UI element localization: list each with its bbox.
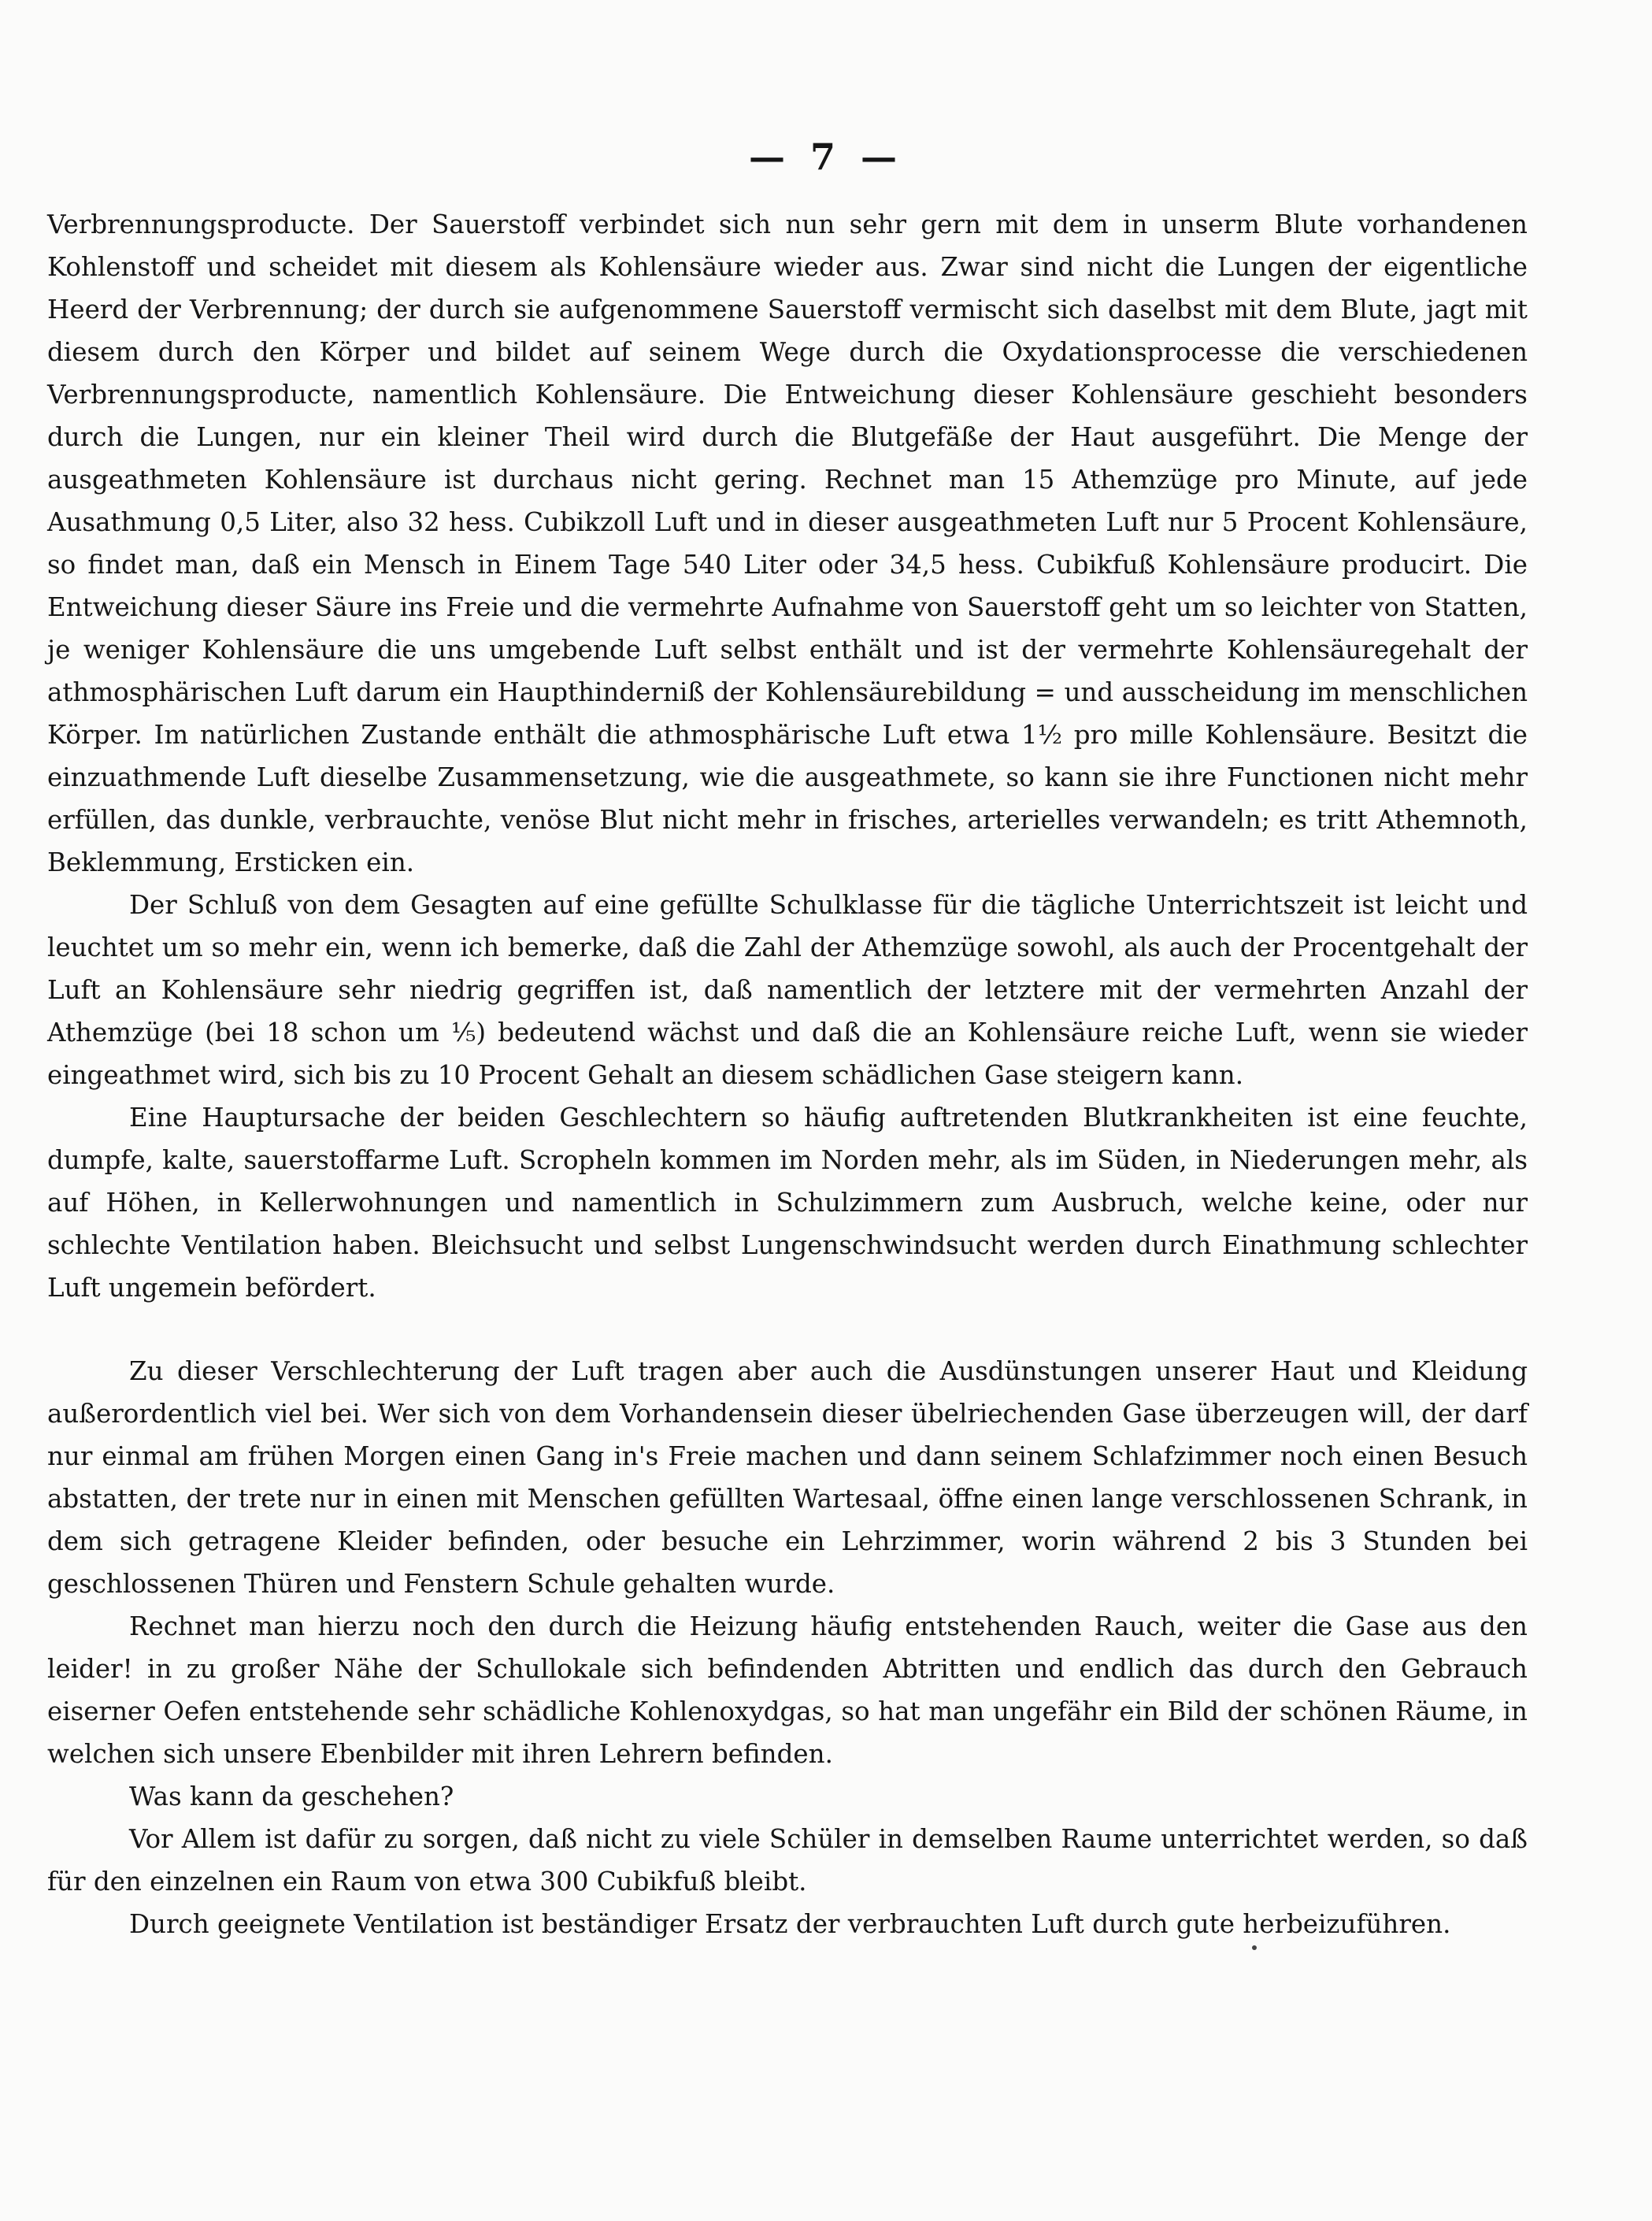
ink-speck — [1252, 1945, 1257, 1950]
paragraph-air-deterioration: Zu dieser Verschlechterung der Luft tragen aber auch die Ausdünstungen unserer Haut und Kleidung außerordentlich viel bei. Wer sich von dem Vorhandensein dieser übelriechenden Gase überzeugen will, der darf nur einmal am frühen Morgen einen Gang in's Freie machen und dann seinem Schlafzimmer noch einen Besuch abstatten, der trete nur in einen mit Menschen gefüllten Wartesaal, öffne einen lange verschlossenen Schrank, in dem sich getragene Kleider befinden, oder besuche ein Lehrzimmer, worin während 2 bis 3 Stunden bei geschlossenen Thüren und Fenstern Schule gehalten wurde. — [47, 1356, 1528, 1599]
paragraph-ventilation: Durch geeignete Ventilation ist beständiger Ersatz der verbrauchten Luft durch gute herbeizuführen. — [129, 1909, 1451, 1939]
paragraph-question: Was kann da geschehen? — [129, 1782, 454, 1811]
paragraph-blood-diseases: Eine Hauptursache der beiden Geschlechtern so häufig auftretenden Blutkrankheiten ist eine feuchte, dumpfe, kalte, sauerstoffarme Luft. Scropheln kommen im Norden mehr, als im Süden, in Niederungen mehr, als auf Höhen, in Kellerwohnungen und namentlich in Schulzimmern zum Ausbruch, welche keine, oder nur schlechte Ventilation haben. Bleichsucht und selbst Lungenschwindsucht werden durch Einathmung schlechter Luft ungemein befördert. — [47, 1103, 1528, 1303]
body-text — [47, 203, 1528, 1945]
paragraph-smoke-and-gases: Rechnet man hierzu noch den durch die Heizung häufig entstehenden Rauch, weiter die Gase aus den leider! in zu großer Nähe der Schullokale sich befindenden Abtritten und endlich das durch den Gebrauch eiserner Oefen entstehende sehr schädliche Kohlenoxydgas, so hat man ungefähr ein Bild der schönen Räume, in welchen sich unsere Ebenbilder mit ihren Lehrern befinden. — [47, 1611, 1528, 1769]
page-number: — 7 — — [748, 135, 904, 178]
paragraph-schoolroom-conclusion: Der Schluß von dem Gesagten auf eine gefüllte Schulklasse für die tägliche Unterrichtszeit ist leicht und leuchtet um so mehr ein, wenn ich bemerke, daß die Zahl der Athemzüge sowohl, als auch der Procentgehalt der Luft an Kohlensäure sehr niedrig gegriffen ist, daß namentlich der letztere mit der vermehrten Anzahl der Athemzüge (bei 18 schon um ⅕) bedeutend wächst und daß die an Kohlensäure reiche Luft, wenn sie wieder eingeathmet wird, sich bis zu 10 Procent Gehalt an diesem schädlichen Gase steigern kann. — [47, 890, 1528, 1090]
paragraph-room-size: Vor Allem ist dafür zu sorgen, daß nicht zu viele Schüler in demselben Raume unterrichtet werden, so daß für den einzelnen ein Raum von etwa 300 Cubikfuß bleibt. — [47, 1824, 1528, 1897]
paragraph-respiration: Verbrennungsproducte. Der Sauerstoff verbindet sich nun sehr gern mit dem in unserm Blute vorhandenen Kohlenstoff und scheidet mit diesem als Kohlensäure wieder aus. Zwar sind nicht die Lungen der eigentliche Heerd der Verbrennung; der durch sie aufgenommene Sauerstoff vermischt sich daselbst mit dem Blute, jagt mit diesem durch den Körper und bildet auf seinem Wege durch die Oxydationsprocesse die verschiedenen Verbrennungsproducte, namentlich Kohlensäure. Die Entweichung dieser Kohlensäure geschieht besonders durch die Lungen, nur ein kleiner Theil wird durch die Blutgefäße der Haut ausgeführt. Die Menge der ausgeathmeten Kohlensäure ist durchaus nicht gering. Rechnet man 15 Athemzüge pro Minute, auf jede Ausathmung 0,5 Liter, also 32 hess. Cubikzoll Luft und in dieser ausgeathmeten Luft nur 5 Procent Kohlensäure, so findet man, daß ein Mensch in Einem Tage 540 Liter oder 34,5 hess. Cubikfuß Kohlensäure producirt. Die Entweichung dieser Säure ins Freie und die vermehrte Aufnahme von Sauerstoff geht um so leichter von Statten, je weniger Kohlensäure die uns umgebende Luft selbst enthält und ist der vermehrte Kohlensäuregehalt der athmosphärischen Luft darum ein Haupthinderniß der Kohlensäurebildung = und ausscheidung im menschlichen Körper. Im natürlichen Zustande enthält die athmosphärische Luft etwa 1½ pro mille Kohlensäure. Besitzt die einzuathmende Luft dieselbe Zusammensetzung, wie die ausgeathmete, so kann sie ihre Functionen nicht mehr erfüllen, das dunkle, verbrauchte, venöse Blut nicht mehr in frisches, arterielles verwandeln; es tritt Athemnoth, Beklemmung, Ersticken ein. — [47, 209, 1528, 877]
